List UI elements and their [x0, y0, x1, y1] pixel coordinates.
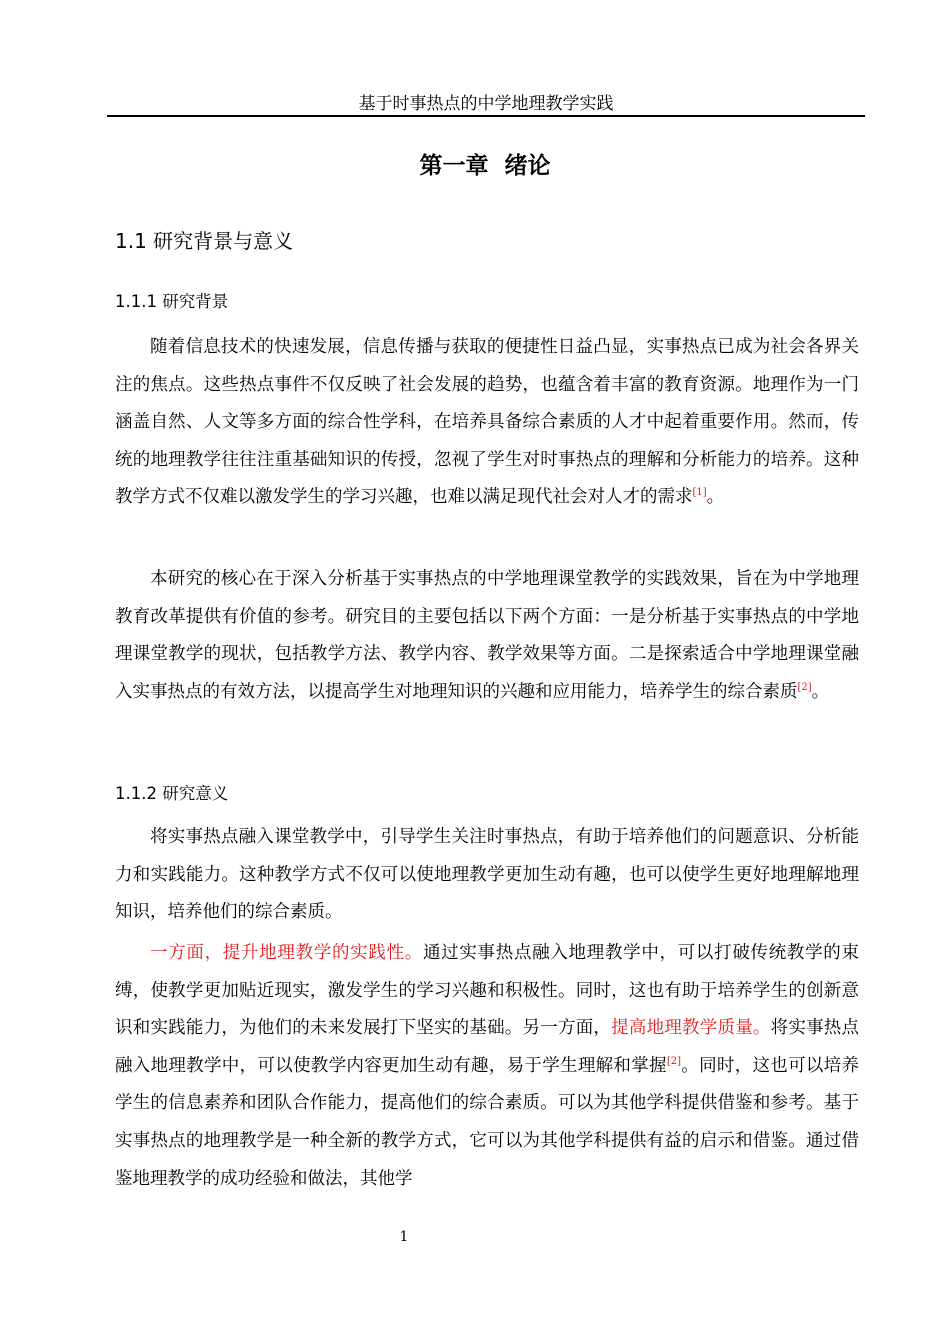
highlight-phrase-quality: 提高地理教学质量。 [611, 1018, 771, 1039]
significance-paragraph-1 [115, 819, 859, 932]
paragraph-text-3: 。同时，这也可以培养学生的信息素养和团队合作能力，提高他们的综合素质。可以为其他学科提供借鉴和参考。基于实事热点的地理教学是一种全新的教学方式，它可以为其他学科提供有益的启示和借鉴。通过借鉴地理教学的成功经验和做法，其他学 [115, 1055, 860, 1189]
paragraph-text: 将实事热点融入课堂教学中，引导学生关注时事热点，有助于培养他们的问题意识、分析能力和实践能力。这种教学方式不仅可以使地理教学更加生动有趣，也可以使学生更好地理解地理知识，培养他们的综合素质。 [115, 827, 859, 923]
paragraph-text: 本研究的核心在于深入分析基于实事热点的中学地理课堂教学的实践效果，旨在为中学地理教育改革提供有价值的参考。研究目的主要包括以下两个方面：一是分析基于实事热点的中学地理课堂教学的现状，包括教学方法、教学内容、教学效果等方面。二是探索适合中学地理课堂融入实事热点的有效方法，以提高学生对地理知识的兴趣和应用能力，培养学生的综合素质 [115, 569, 859, 702]
paragraph-end: 。 [811, 681, 830, 702]
background-paragraph-2 [115, 561, 859, 711]
significance-paragraph-2 [115, 935, 859, 1198]
citation-ref[interactable]: [2] [797, 681, 812, 693]
section-heading-1-1: 1.1 研究背景与意义 [115, 229, 294, 253]
page-number: 1 [399, 1229, 409, 1245]
citation-ref[interactable]: [2] [666, 1055, 681, 1067]
running-header: 基于时事热点的中学地理教学实践 [358, 94, 614, 114]
section-heading-1-1-1: 1.1.1 研究背景 [115, 292, 229, 311]
paragraph-end: 。 [706, 487, 725, 508]
highlight-phrase-practicality: 一方面，提升地理教学的实践性。 [150, 943, 423, 963]
chapter-title: 第一章 绪论 [419, 153, 551, 179]
paragraph-text: 随着信息技术的快速发展，信息传播与获取的便捷性日益凸显，实事热点已成为社会各界关注的焦点。这些热点事件不仅反映了社会发展的趋势，也蕴含着丰富的教育资源。地理作为一门涵盖自然、人文等多方面的综合性学科，在培养具备综合素质的人才中起着重要作用。然而，传统的地理教学往往注重基础知识的传授，忽视了学生对时事热点的理解和分析能力的培养。这种教学方式不仅难以激发学生的学习兴趣，也难以满足现代社会对人才的需求 [115, 337, 859, 508]
citation-ref[interactable]: [1] [692, 487, 707, 499]
background-paragraph-1 [115, 329, 859, 517]
header-rule [107, 115, 865, 117]
section-heading-1-1-2: 1.1.2 研究意义 [115, 784, 229, 803]
paragraph-text: 通过实事热点融入地理教学中，可以打破传统教学的束缚，使教学更加贴近现实，激发学生的学习兴趣和积极性。同时，这也有助于培养学生的创新意识和实践能力，为他们的未来发展打下坚实的基础。另一方面， [115, 943, 860, 1039]
paragraph-text-2: 将实事热点融入地理教学中，可以使教学内容更加生动有趣，易于学生理解和掌握 [115, 1018, 860, 1076]
